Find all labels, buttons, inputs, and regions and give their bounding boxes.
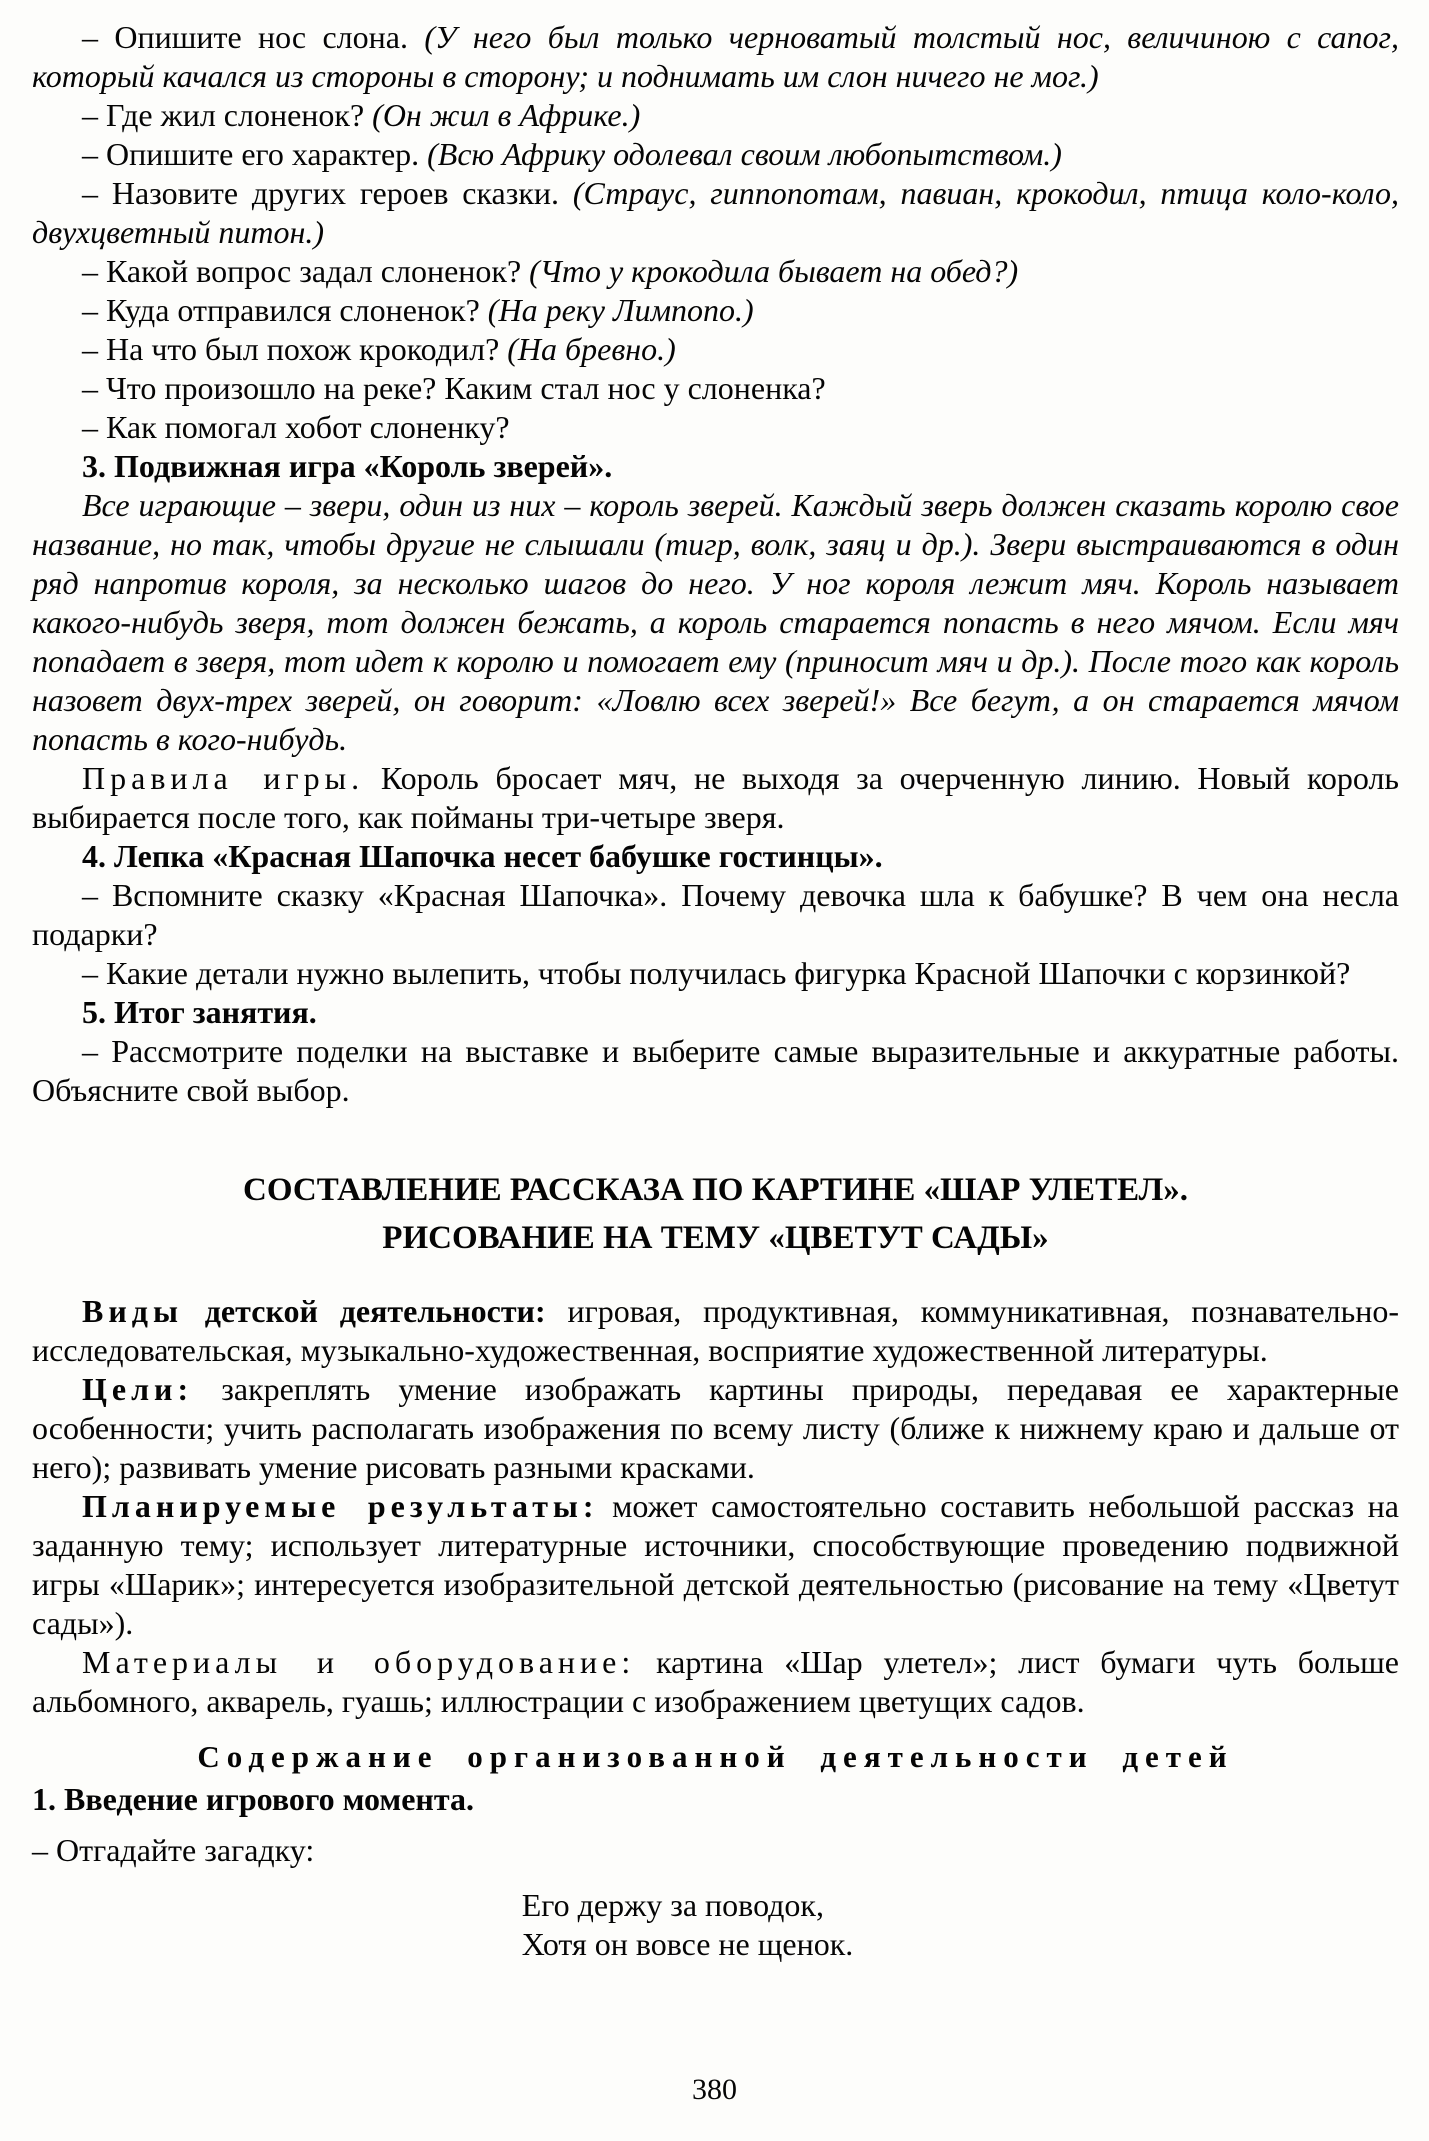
- section-4-question-2: – Какие детали нужно вылепить, чтобы получилась фигурка Красной Шапочки с корзинкой?: [82, 955, 1351, 991]
- section-3-heading: 3. Подвижная игра «Король зверей».: [82, 448, 613, 484]
- qa-answer: (На реку Лимпопо.): [487, 292, 754, 328]
- qa-question: – Куда отправился слоненок?: [82, 292, 488, 328]
- qa-question: – Как помогал хобот слоненку?: [82, 409, 510, 445]
- materials: [32, 1643, 1399, 1721]
- riddle-line-2: Хотя он вовсе не щенок.: [521, 1926, 854, 1962]
- game-description: Все играющие – звери, один из них – король зверей. Каждый зверь должен сказать королю свое название, но так, чтобы другие не слышали (тигр, волк, заяц и др.). Звери выстраиваются в один ряд напротив короля, за несколько шагов до него. У ног короля лежит мяч. Король называет какого-нибудь зверя, тот должен бежать, а король старается попасть в него мячом. Если мяч попадает в зверя, тот идет к королю и помогает ему (приносит мяч и др.). После того как король назовет двух-трех зверей, он говорит: «Ловлю всех зверей!» Все бегут, а он старается мячом попасть в кого-нибудь.: [32, 487, 1399, 757]
- rules-label: Правила игры.: [82, 760, 365, 796]
- qa-item: [32, 408, 1399, 447]
- qa-item: [32, 369, 1399, 408]
- materials-text: картина «Шар улетел»; лист бумаги чуть больше альбомного, акварель, гуашь; иллюстрации с изображением цветущих садов.: [32, 1644, 1400, 1719]
- activity-types-text: игровая, продуктивная, коммуникативная, познавательно-исследовательская, музыкально-художественная, восприятие художественной литературы.: [32, 1293, 1400, 1368]
- qa-item: [32, 96, 1399, 135]
- lesson-title-line-2: РИСОВАНИЕ НА ТЕМУ «ЦВЕТУТ САДЫ»: [382, 1220, 1049, 1256]
- goals: [32, 1370, 1399, 1487]
- rules-text: Король бросает мяч, не выходя за очерченную линию. Новый король выбирается после того, как пойманы три-четыре зверя.: [32, 760, 1400, 835]
- qa-question: – Опишите его характер.: [82, 136, 428, 172]
- part-1-heading: 1. Введение игрового момента.: [32, 1781, 474, 1817]
- planned-results: [32, 1487, 1399, 1643]
- page-number: 380: [692, 2073, 737, 2106]
- qa-answer: (Всю Африку одолевал своим любопытством.): [427, 136, 1062, 172]
- game-rules: [32, 759, 1399, 837]
- qa-question: – Какой вопрос задал слоненок?: [82, 253, 530, 289]
- qa-answer: (Что у крокодила бывает на обед?): [529, 253, 1019, 289]
- goals-label: Цели:: [82, 1371, 194, 1407]
- qa-question: – Что произошло на реке? Каким стал нос у слоненка?: [82, 370, 826, 406]
- qa-answer: (На бревно.): [507, 331, 676, 367]
- riddle-poem: [32, 1886, 1399, 1964]
- section-5-text: – Рассмотрите поделки на выставке и выберите самые выразительные и аккуратные работы. Объясните свой выбор.: [32, 1033, 1399, 1108]
- riddle-intro: – Отгадайте загадку:: [32, 1832, 315, 1868]
- activity-types: [32, 1292, 1399, 1370]
- content-heading: Содержание организованной деятельности детей: [197, 1739, 1234, 1774]
- qa-item: [32, 135, 1399, 174]
- qa-question: – На что был похож крокодил?: [82, 331, 508, 367]
- qa-item: [32, 330, 1399, 369]
- qa-item: [32, 18, 1399, 96]
- lesson-title: [32, 1166, 1399, 1262]
- qa-question: – Где жил слоненок?: [82, 97, 373, 133]
- qa-question: – Опишите нос слона.: [82, 19, 425, 55]
- qa-answer: (У него был только черноватый толстый нос, величиною с сапог, который качался из стороны в сторону; и поднимать им слон ничего не мог.): [32, 19, 1400, 94]
- planned-results-label: Планируемые результаты:: [82, 1488, 599, 1524]
- lesson-title-line-1: СОСТАВЛЕНИЕ РАССКАЗА ПО КАРТИНЕ «ШАР УЛЕТЕЛ».: [243, 1172, 1188, 1208]
- section-4-question-1: – Вспомните сказку «Красная Шапочка». Почему девочка шла к бабушке? В чем она несла подарки?: [32, 877, 1399, 952]
- section-5-heading: 5. Итог занятия.: [82, 994, 317, 1030]
- activity-types-label: Виды детской деятельности:: [82, 1293, 546, 1329]
- planned-results-text: может самостоятельно составить небольшой рассказ на заданную тему; использует литературные источники, способствующие проведению подвижной игры «Шарик»; интересуется изобразительной детской деятельностью (рисование на тему «Цветут сады»).: [32, 1488, 1400, 1641]
- qa-item: [32, 252, 1399, 291]
- goals-text: закреплять умение изображать картины природы, передавая ее характерные особенности; учить располагать изображения по всему листу (ближе к нижнему краю и дальше от него); развивать умение рисовать разными красками.: [32, 1371, 1399, 1485]
- qa-answer: (Страус, гиппопотам, павиан, крокодил, птица коло-коло, двухцветный питон.): [32, 175, 1399, 250]
- qa-question: – Назовите других героев сказки.: [82, 175, 573, 211]
- qa-item: [32, 174, 1399, 252]
- qa-item: [32, 291, 1399, 330]
- qa-list: [32, 18, 1399, 447]
- section-4-heading: 4. Лепка «Красная Шапочка несет бабушке гостинцы».: [82, 838, 883, 874]
- qa-answer: (Он жил в Африке.): [372, 97, 641, 133]
- riddle-line-1: Его держу за поводок,: [521, 1887, 824, 1923]
- materials-label: Материалы и оборудование:: [82, 1644, 636, 1680]
